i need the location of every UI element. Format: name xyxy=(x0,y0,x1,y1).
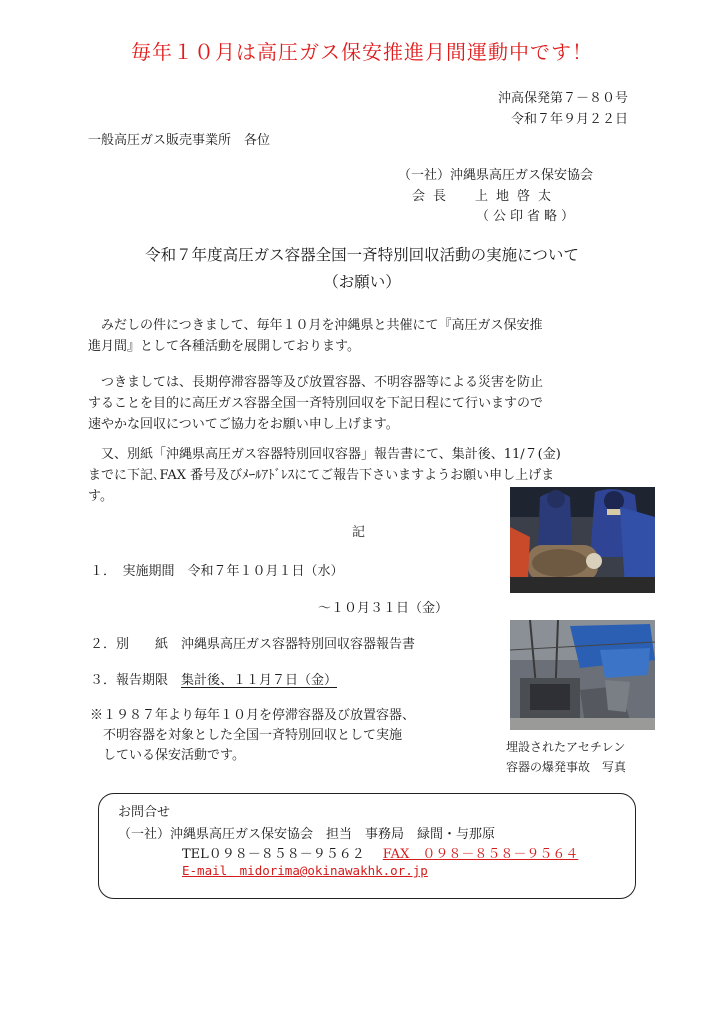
seal-omitted: （公印省略） xyxy=(476,209,579,224)
contact-heading: お問合せ xyxy=(118,805,171,820)
document-number: 沖高保発第７－８０号 xyxy=(497,91,628,106)
paragraph-line: 又、別紙「沖縄県高圧ガス容器特別回収容器」報告書にて、集計後、11/７(金) xyxy=(101,447,561,462)
item-period: １． 実施期間 令和７年１０月１日（水） xyxy=(90,564,344,579)
contact-tel: TEL０９８－８５８－９５６２ xyxy=(182,847,365,862)
paragraph-1 xyxy=(88,315,636,357)
paragraph-line: す。 xyxy=(88,489,113,504)
note xyxy=(90,706,415,766)
photo-caption-line: 容器の爆発事故 写真 xyxy=(506,760,627,774)
recovery-work-photo-image xyxy=(510,487,655,593)
sender-president: 会長 上地啓太 xyxy=(412,189,560,204)
note-line: ※１９８７年より毎年１０月を停滞容器及び放置容器、 xyxy=(90,708,416,723)
contact-email[interactable]: E-mail midorima@okinawakhk.or.jp xyxy=(182,863,428,878)
sender-organization: （一社）沖縄県高圧ガス保安協会 xyxy=(398,168,594,183)
paragraph-line: 速やかな回収についてご協力をお願い申し上げます。 xyxy=(88,417,399,432)
contact-phone-fax xyxy=(182,843,578,862)
paragraph-line: つきましては、長期停滞容器等及び放置容器、不明容器等による災害を防止 xyxy=(101,375,544,390)
contact-organization: （一社）沖縄県高圧ガス保安協会 担当 事務局 緑間・与那原 xyxy=(118,827,496,842)
item-deadline xyxy=(90,669,337,688)
photo-caption-line: 埋設されたアセチレン xyxy=(506,740,626,754)
document-date: 令和７年９月２２日 xyxy=(510,112,628,127)
explosion-accident-photo-image xyxy=(510,620,655,730)
ki-heading: 記 xyxy=(352,525,366,540)
document-subtitle: （お願い） xyxy=(323,273,401,291)
deadline-value: 集計後、１１月７日（金） xyxy=(181,673,338,688)
paragraph-line: までに下記､FAX 番号及びﾒｰﾙｱﾄﾞﾚｽにてご報告下さいますようお願い申し上げま xyxy=(88,468,555,483)
recovery-work-photo xyxy=(510,487,655,593)
explosion-accident-photo xyxy=(510,620,655,730)
paragraph-line: することを目的に高圧ガス容器全国一斉特別回収を下記日程にて行いますので xyxy=(88,396,544,411)
contact-email-line xyxy=(182,861,428,879)
note-line: している保安活動です。 xyxy=(90,748,245,763)
recipient: 一般高圧ガス販売事業所 各位 xyxy=(88,133,271,148)
paragraph-line: みだしの件につきまして、毎年１０月を沖縄県と共催にて『高圧ガス保安推 xyxy=(101,318,543,333)
note-line: 不明容器を対象とした全国一斉特別回収として実施 xyxy=(90,728,403,743)
item-period-end: ～１０月３１日（金） xyxy=(318,601,449,616)
campaign-banner: 毎年１０月は高圧ガス保安推進月間運動中です！ xyxy=(131,40,593,64)
item-attachment: ２．別 紙 沖縄県高圧ガス容器特別回収容器報告書 xyxy=(90,637,416,652)
paragraph-2 xyxy=(88,372,636,435)
paragraph-line: 進月間』として各種活動を展開しております。 xyxy=(88,339,360,354)
document-title: 令和７年度高圧ガス容器全国一斉特別回収活動の実施について xyxy=(145,246,579,264)
contact-fax: FAX ０９８－８５８－９５６４ xyxy=(382,847,579,862)
deadline-label: ３．報告期限 xyxy=(90,673,182,688)
